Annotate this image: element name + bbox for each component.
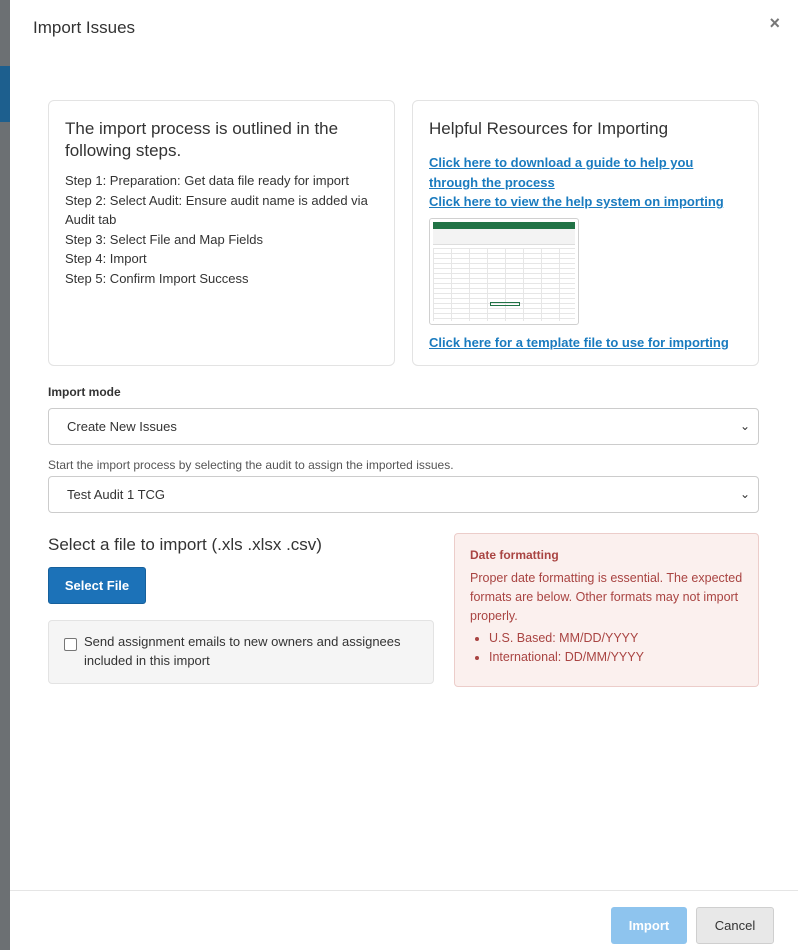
import-issues-modal <box>10 0 798 950</box>
audit-select[interactable] <box>48 476 759 513</box>
footer-divider <box>10 890 798 891</box>
spreadsheet-thumbnail[interactable] <box>429 218 579 325</box>
step-item: Step 4: Import <box>65 251 147 266</box>
thumbnail-selection <box>490 302 520 306</box>
step-item: Step 5: Confirm Import Success <box>65 270 249 286</box>
background-nav-highlight <box>0 66 10 122</box>
help-system-link[interactable]: Click here to view the help system on importing <box>429 194 724 209</box>
date-formatting-heading: Date formatting <box>470 548 559 562</box>
step-item: Step 1: Preparation: Get data file ready for import <box>65 173 349 188</box>
modal-title: Import Issues <box>33 18 136 37</box>
import-mode-label: Import mode <box>48 385 121 399</box>
guide-download-link[interactable]: Click here to download a guide to help you through the process <box>429 155 694 190</box>
close-icon[interactable]: × <box>769 13 780 33</box>
chevron-down-icon: ⌄ <box>739 419 750 433</box>
step-item: Step 2: Select Audit: Ensure audit name is added via Audit tab <box>65 192 368 227</box>
steps-heading: The import process is outlined in the following steps. <box>65 119 339 160</box>
audit-value: Test Audit 1 TCG <box>67 487 166 502</box>
date-formatting-text: Proper date formatting is essential. The expected formats are below. Other formats may not import properly. <box>470 571 743 623</box>
email-option-box <box>48 620 434 684</box>
date-formats-list <box>470 629 743 667</box>
date-format-item: • U.S. Based: MM/DD/YYYY <box>489 629 743 648</box>
thumbnail-ribbon <box>433 229 575 245</box>
thumbnail-grid <box>433 248 575 321</box>
file-select-title: Select a file to import (.xls .xlsx .csv) <box>48 535 322 554</box>
audit-hint: Start the import process by selecting the audit to assign the imported issues. <box>48 458 454 472</box>
template-file-link[interactable]: Click here for a template file to use for importing <box>429 334 729 350</box>
resources-card <box>412 100 759 366</box>
select-file-button[interactable]: Select File <box>48 567 146 604</box>
date-format-item: • International: DD/MM/YYYY <box>489 648 743 667</box>
date-formatting-alert <box>454 533 759 687</box>
import-mode-select[interactable] <box>48 408 759 445</box>
resources-heading: Helpful Resources for Importing <box>429 119 669 138</box>
import-button[interactable]: Import <box>611 907 687 944</box>
send-emails-checkbox[interactable] <box>64 638 77 651</box>
send-emails-label[interactable]: Send assignment emails to new owners and assignees included in this import <box>84 634 401 668</box>
import-mode-value: Create New Issues <box>67 419 177 434</box>
thumbnail-titlebar <box>433 222 575 229</box>
background-app-strip <box>0 0 10 950</box>
step-item: Step 3: Select File and Map Fields <box>65 231 263 247</box>
steps-card <box>48 100 395 366</box>
cancel-button[interactable]: Cancel <box>696 907 774 944</box>
steps-list <box>65 171 378 288</box>
chevron-down-icon: ⌄ <box>739 487 750 501</box>
